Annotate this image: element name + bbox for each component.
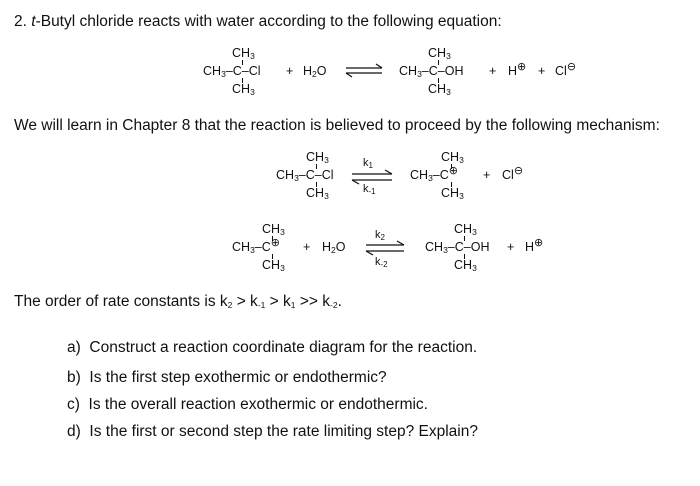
question-text: Construct a reaction coordinate diagram for the reaction. <box>89 339 478 356</box>
question-letter: a) <box>67 339 81 356</box>
plus-sign: + <box>286 64 294 78</box>
water: $H_2O$ <box>303 64 327 79</box>
step1-product-ch3-bottom: $CH_3$ <box>441 186 464 201</box>
product-ch3-bottom: $CH_3$ <box>428 82 451 97</box>
question-a <box>67 339 477 357</box>
equilibrium-arrow-step2 <box>366 241 404 255</box>
step1-reactant-ch3-bottom: $CH_3$ <box>306 186 329 201</box>
proton: H⊕ <box>508 61 527 78</box>
plus-sign: + <box>538 64 546 78</box>
plus-sign: + <box>507 240 515 254</box>
question-text: Is the first or second step the rate limiting step? Explain? <box>89 423 478 440</box>
italic-prefix: t <box>31 13 36 30</box>
step2-product: $CH_3-C-OH$ <box>425 240 490 255</box>
step2-reactant-ch3-bottom: $CH_3$ <box>262 258 285 273</box>
step1-chloride-ion: Cl⊖ <box>502 165 524 182</box>
chloride-ion: Cl⊖ <box>555 61 577 78</box>
problem-number: 2. <box>14 13 27 30</box>
carbocation: $CH_3-C\oplus$ <box>410 165 458 183</box>
equilibrium-arrow-step1 <box>352 170 392 184</box>
k1-label: $k_1$ <box>363 157 373 170</box>
question-c <box>67 396 428 414</box>
k-minus1-label: $k_{-1}$ <box>363 183 376 196</box>
k-minus2-label: $k_{-2}$ <box>375 256 388 269</box>
question-text: Is the first step exothermic or endothermic? <box>89 369 387 386</box>
question-letter: d) <box>67 423 81 440</box>
problem-intro: -Butyl chloride reacts with water according to the following equation: <box>35 13 502 30</box>
mechanism-intro: We will learn in Chapter 8 that the reaction is believed to proceed by the following mechanism: <box>14 117 660 134</box>
question-d <box>67 423 478 441</box>
plus-sign: + <box>483 168 491 182</box>
question-letter: c) <box>67 396 80 413</box>
k2-label: $k_2$ <box>375 229 385 242</box>
step2-proton: H⊕ <box>525 237 544 254</box>
step2-product-ch3-bottom: $CH_3$ <box>454 258 477 273</box>
step2-product-ch3-top: $CH_3$ <box>454 222 477 237</box>
reactant-formula: $CH_3-C-Cl$ <box>203 64 261 79</box>
reactant-ch3-top: $CH_3$ <box>232 46 255 61</box>
step1-reactant-ch3-top: $CH_3$ <box>306 150 329 165</box>
question-b <box>67 369 387 387</box>
equilibrium-arrow-overall <box>346 64 382 77</box>
product-formula: $CH_3-C-OH$ <box>399 64 464 79</box>
reactant-ch3-bottom: $CH_3$ <box>232 82 255 97</box>
step2-reactant-ch3-top: $CH_3$ <box>262 222 285 237</box>
step2-carbocation: $CH_3-C\oplus$ <box>232 237 280 255</box>
step1-reactant: $CH_3-C-Cl$ <box>276 168 334 183</box>
step1-product-ch3-top: $CH_3$ <box>441 150 464 165</box>
plus-sign: + <box>489 64 497 78</box>
plus-sign: + <box>303 240 311 254</box>
question-text: Is the overall reaction exothermic or endothermic. <box>88 396 428 413</box>
rate-order-statement: The order of rate constants is $k_2 > k_{-1} > k_1 >> k_{-2}$. <box>14 293 342 310</box>
step2-water: $H_2O$ <box>322 240 346 255</box>
question-letter: b) <box>67 369 81 386</box>
product-ch3-top: $CH_3$ <box>428 46 451 61</box>
